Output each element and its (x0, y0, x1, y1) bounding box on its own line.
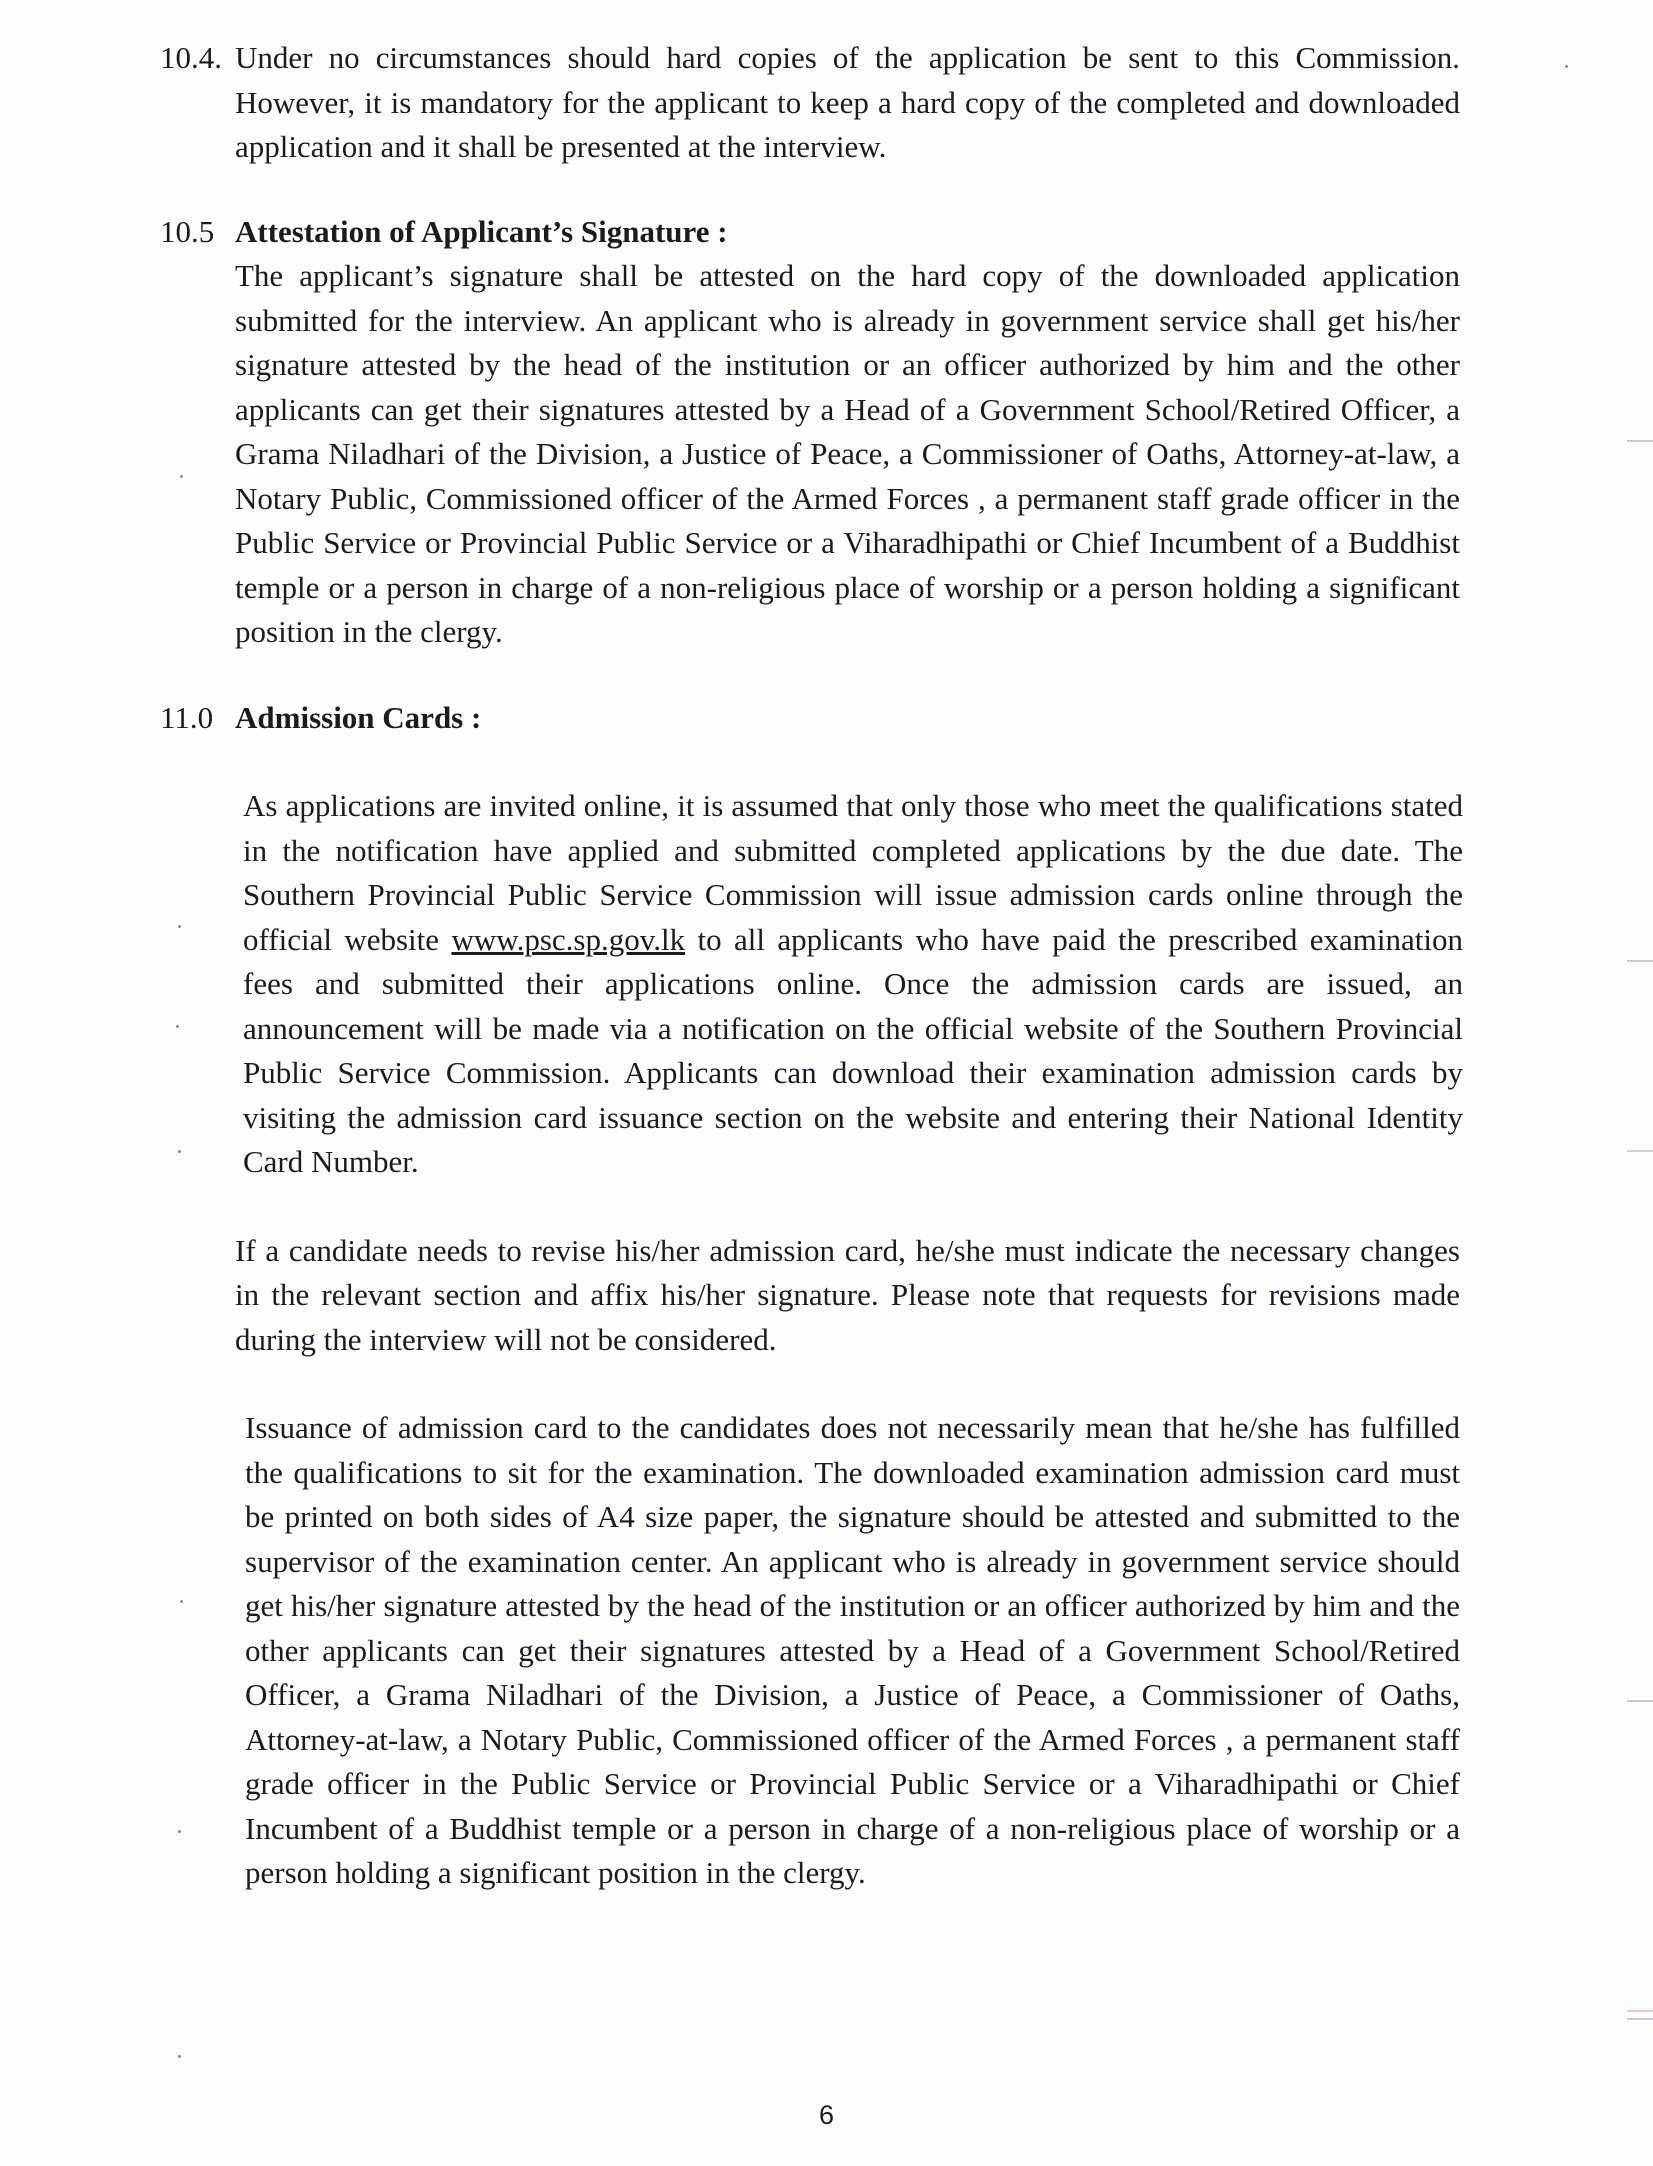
scan-speck (178, 925, 181, 928)
scan-edge-mark (1627, 1150, 1653, 1152)
section-body (235, 696, 1463, 1896)
section-number: 10.5 (160, 214, 215, 249)
admission-paragraph-3: Issuance of admission card to the candidates does not necessarily mean that he/she has fulfilled the qualifications to sit for the examination. The downloaded examination admission card must be printed on both sides of A4 size paper, the signature should be attested and submitted to the supervisor of the examination center. An applicant who is already in government service should get his/her signature attested by the head of the institution or an officer authorized by him and the other applicants can get their signatures attested by a Head of a Government School/Retired Officer, a Grama Niladhari of the Division, a Justice of Peace, a Commissioner of Oaths, Attorney-at-law, a Notary Public, Commissioned officer of the Armed Forces , a permanent staff grade officer in the Public Service or Provincial Public Service or a Viharadhipathi or Chief Incumbent of a Buddhist temple or a person in charge of a non-religious place of worship or a person holding a significant position in the clergy. (245, 1410, 1460, 1890)
scan-speck (178, 2055, 181, 2058)
scan-edge-mark (1627, 1700, 1653, 1702)
scan-speck (178, 1830, 181, 1833)
scan-edge-mark (1627, 2018, 1653, 2020)
scan-edge-mark (1627, 440, 1653, 442)
admission-paragraph-2: If a candidate needs to revise his/her admission card, he/she must indicate the necessary changes in the relevant section and affix his/her signature. Please note that requests for revisions made during the interview will not be considered. (235, 1232, 1460, 1357)
scan-speck (180, 1600, 183, 1603)
section-10-5 (160, 210, 1460, 655)
section-number: 10.4. (160, 40, 222, 75)
section-body (235, 210, 1460, 655)
section-heading: Admission Cards : (235, 700, 482, 735)
section-10-4 (160, 36, 1460, 170)
scan-edge-mark (1627, 960, 1653, 962)
admission-text-after-link: to all applicants who have paid the prescribed examination fees and submitted their applications online. Once the admission cards are issued, an announcement will be made via a notification on the official website of the Southern Provincial Public Service Commission. Applicants can download their examination admission cards by visiting the admission card issuance section on the website and entering their National Identity Card Number. (243, 921, 1463, 1179)
section-paragraph: The applicant’s signature shall be attested on the hard copy of the downloaded application submitted for the interview. An applicant who is already in government service shall get his/her signature attested by the head of the institution or an officer authorized by him and the other applicants can get their signatures attested by a Head of a Government School/Retired Officer, a Grama Niladhari of the Division, a Justice of Peace, a Commissioner of Oaths, Attorney-at-law, a Notary Public, Commissioned officer of the Armed Forces , a permanent staff grade officer in the Public Service or Provincial Public Service or a Viharadhipathi or Chief Incumbent of a Buddhist temple or a person in charge of a non-religious place of worship or a person holding a significant position in the clergy. (235, 258, 1460, 649)
scan-edge-mark (1627, 2010, 1653, 2012)
scan-speck (180, 475, 183, 478)
section-paragraph: Under no circumstances should hard copies of the application be sent to this Commission. However, it is mandatory for the applicant to keep a hard copy of the completed and downloaded application and it shall be presented at the interview. (235, 40, 1460, 164)
scan-speck (176, 1025, 179, 1028)
section-number: 11.0 (160, 700, 214, 735)
website-link[interactable]: www.psc.sp.gov.lk (451, 921, 686, 957)
admission-paragraph-1 (235, 784, 1463, 1185)
scan-speck (1565, 65, 1568, 68)
section-body (235, 36, 1460, 170)
admission-text-before-link: As applications are invited online, it is assumed that only those who meet the qualifications stated in the notification have applied and submitted completed applications by the due date. The Southern Provincial Public Service Commission will issue admission cards online through the official website (243, 788, 1463, 957)
scan-speck (178, 1150, 181, 1153)
section-11-0 (160, 696, 1463, 1896)
page-number: 6 (818, 2100, 835, 2130)
section-heading: Attestation of Applicant’s Signature : (235, 214, 728, 249)
